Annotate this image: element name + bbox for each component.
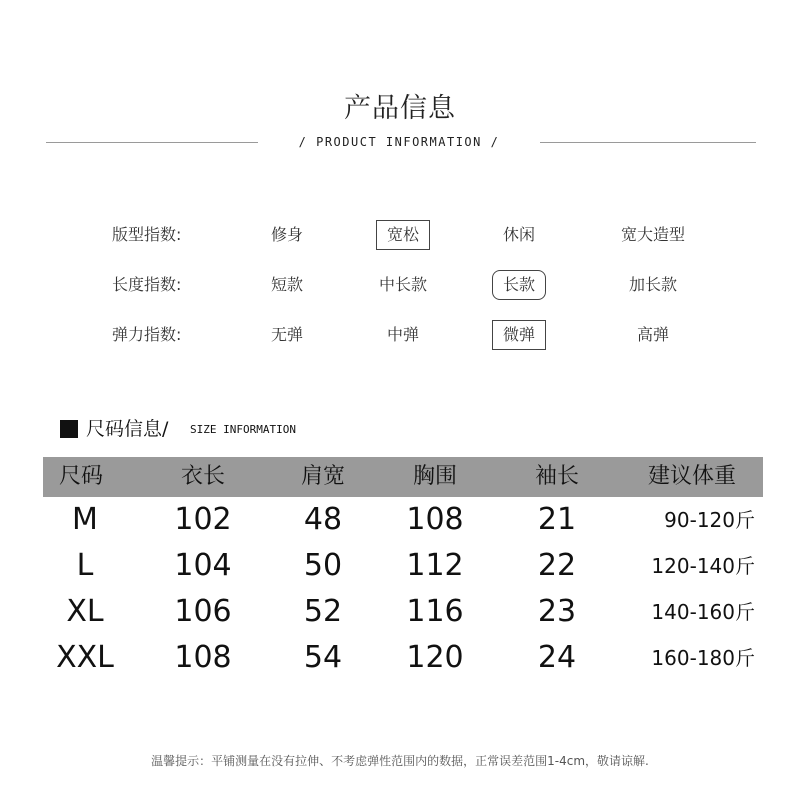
fit-index-row (0, 218, 800, 252)
table-row (43, 635, 763, 681)
table-row (43, 589, 763, 635)
index-label: 版型指数: (112, 225, 182, 244)
size-cell: XXL (56, 640, 114, 675)
index-option: 中长款 (378, 275, 427, 294)
size-cell: XL (66, 594, 104, 629)
size-info-title-en: SIZE INFORMATION (190, 423, 296, 436)
weight-cell: 140-160斤 (651, 600, 755, 624)
column-header: 袖长 (534, 464, 579, 489)
index-option: 中弹 (386, 325, 419, 344)
weight-cell: 90-120斤 (664, 508, 755, 532)
index-option: 无弹 (270, 325, 303, 344)
chest-cell: 120 (406, 640, 464, 675)
divider-left (46, 142, 258, 143)
measurement-note: 温馨提示：平铺测量在没有拉伸、不考虑弹性范围内的数据，正常误差范围1-4cm，敬请谅解. (151, 754, 649, 768)
chest-cell: 112 (406, 548, 464, 583)
page-subtitle: / PRODUCT INFORMATION / (298, 135, 500, 149)
table-row (43, 497, 763, 543)
length-cell: 104 (174, 548, 232, 583)
length-cell: 106 (174, 594, 232, 629)
index-option: 休闲 (502, 225, 535, 244)
column-header: 肩宽 (300, 464, 345, 489)
size-cell: M (72, 502, 98, 537)
length-index-row (0, 268, 800, 302)
sleeve-cell: 22 (537, 548, 577, 583)
shoulder-cell: 48 (303, 502, 343, 537)
weight-cell: 160-180斤 (651, 646, 755, 670)
chest-cell: 108 (406, 502, 464, 537)
index-option-selected: 宽松 (360, 218, 446, 252)
index-option: 宽大造型 (620, 225, 685, 244)
column-header: 胸围 (412, 464, 457, 489)
shoulder-cell: 54 (303, 640, 343, 675)
sleeve-cell: 23 (537, 594, 577, 629)
index-option-selected: 长款 (476, 268, 562, 302)
weight-cell: 120-140斤 (651, 554, 755, 578)
elasticity-index-row (0, 318, 800, 352)
column-header: 建议体重 (647, 464, 736, 489)
index-label: 弹力指数: (112, 325, 182, 344)
column-header: 尺码 (59, 464, 104, 489)
length-cell: 108 (174, 640, 232, 675)
size-cell: L (76, 548, 94, 583)
index-label: 长度指数: (112, 275, 182, 294)
heading-square-icon (60, 420, 78, 438)
index-option: 短款 (270, 275, 303, 294)
index-option: 修身 (270, 225, 303, 244)
size-info-title: 尺码信息/ (86, 418, 169, 440)
column-header: 衣长 (180, 464, 225, 489)
subtitle-row (0, 132, 800, 154)
sleeve-cell: 24 (537, 640, 577, 675)
shoulder-cell: 50 (303, 548, 343, 583)
table-header (43, 457, 763, 497)
chest-cell: 116 (406, 594, 464, 629)
length-cell: 102 (174, 502, 232, 537)
table-row (43, 543, 763, 589)
index-option: 高弹 (636, 325, 669, 344)
index-option-selected: 微弹 (476, 318, 562, 352)
shoulder-cell: 52 (303, 594, 343, 629)
page-title: 产品信息 (344, 93, 456, 124)
size-table (43, 457, 763, 681)
sleeve-cell: 21 (537, 502, 577, 537)
divider-right (540, 142, 756, 143)
index-option: 加长款 (628, 275, 677, 294)
